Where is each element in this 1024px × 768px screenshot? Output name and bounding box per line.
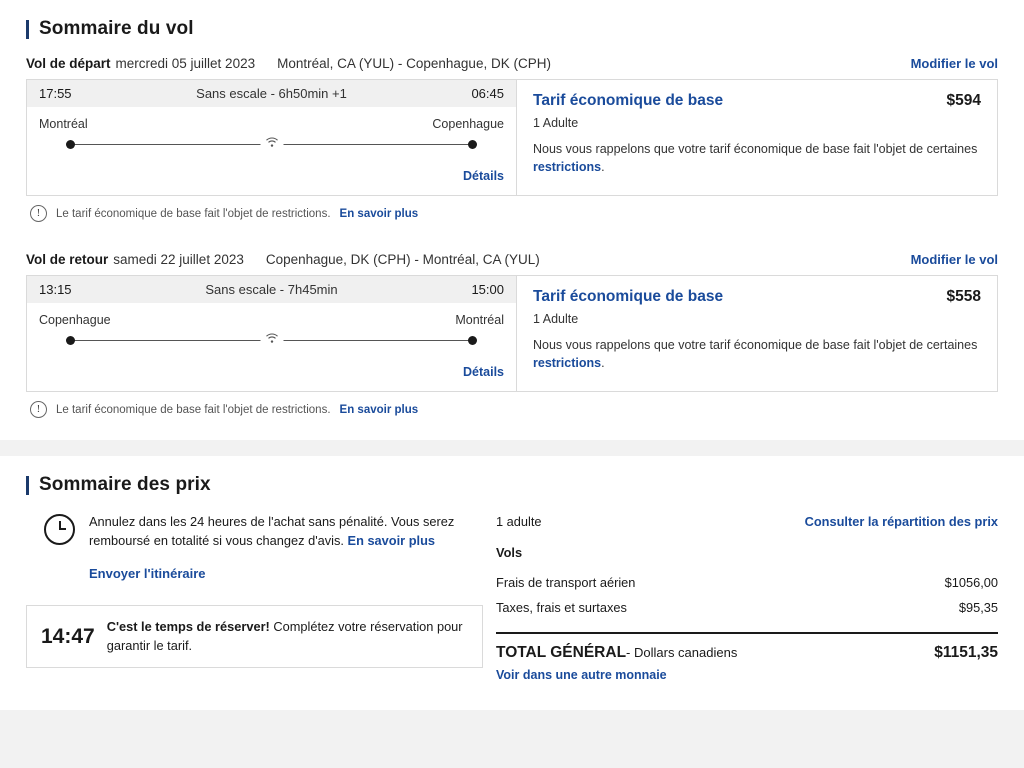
booking-timer-value: 14:47 bbox=[41, 624, 95, 648]
flight-duration: Sans escale - 6h50min +1 bbox=[196, 86, 347, 101]
fare-note-end: . bbox=[601, 356, 605, 371]
price-left-column bbox=[26, 512, 496, 684]
restrictions-link-outbound[interactable]: restrictions bbox=[533, 160, 602, 175]
origin-dot bbox=[66, 140, 75, 149]
send-itinerary-link[interactable]: Envoyer l'itinéraire bbox=[89, 566, 206, 582]
cancellation-text bbox=[89, 512, 470, 550]
flight-card-return bbox=[26, 275, 998, 392]
fare-note-outbound bbox=[533, 140, 981, 176]
price-total-divider bbox=[496, 632, 998, 634]
notice-text: Le tarif économique de base fait l'objet de restrictions. bbox=[56, 403, 331, 416]
fare-price-outbound: $594 bbox=[946, 92, 981, 109]
flight-path-graphic bbox=[27, 327, 516, 355]
fare-passengers-outbound: 1 Adulte bbox=[533, 116, 579, 130]
learn-more-link-outbound[interactable]: En savoir plus bbox=[339, 207, 419, 220]
total-label: TOTAL GÉNÉRAL bbox=[496, 644, 627, 661]
modify-flight-link-return[interactable]: Modifier le vol bbox=[910, 252, 998, 267]
cancellation-learn-more-link[interactable]: En savoir plus bbox=[347, 533, 436, 549]
fare-top-row bbox=[533, 288, 981, 306]
fare-top-row bbox=[533, 92, 981, 110]
cancellation-policy bbox=[26, 512, 470, 550]
heading-accent-bar bbox=[26, 20, 29, 39]
learn-more-link-return[interactable]: En savoir plus bbox=[339, 403, 419, 416]
details-link-return[interactable]: Détails bbox=[463, 365, 504, 379]
arrival-city: Montréal bbox=[455, 313, 504, 327]
price-summary-heading bbox=[26, 474, 998, 496]
fare-info-return bbox=[517, 276, 997, 391]
wifi-icon bbox=[260, 332, 283, 348]
arrival-time: 15:00 bbox=[471, 282, 504, 297]
fare-note-text: Nous vous rappelons que votre tarif économique de base fait l'objet de certaines bbox=[533, 338, 978, 352]
price-columns bbox=[26, 512, 998, 684]
flight-block-outbound bbox=[26, 56, 998, 222]
origin-dot bbox=[66, 336, 75, 345]
fare-restriction-notice-return bbox=[26, 401, 998, 418]
flight-times-row bbox=[27, 80, 516, 107]
price-line-label: Taxes, frais et surtaxes bbox=[496, 600, 627, 615]
flight-header-return bbox=[26, 252, 998, 267]
total-amount: $1151,35 bbox=[934, 644, 998, 661]
flight-cities-row bbox=[27, 303, 516, 327]
arrival-city: Copenhague bbox=[432, 117, 504, 131]
flight-times-row bbox=[27, 276, 516, 303]
flight-date: mercredi 05 juillet 2023 bbox=[115, 56, 256, 71]
cancellation-copy: Annulez dans les 24 heures de l'achat sans pénalité. Vous serez remboursé en totalité si vous changez d'avis. bbox=[89, 514, 455, 549]
arrival-time: 06:45 bbox=[471, 86, 504, 101]
flight-summary-heading bbox=[26, 18, 998, 40]
destination-dot bbox=[468, 140, 477, 149]
price-right-column bbox=[496, 512, 998, 684]
flight-date: samedi 22 juillet 2023 bbox=[113, 252, 244, 267]
price-group-title: Vols bbox=[496, 545, 523, 560]
flight-path-graphic bbox=[27, 131, 516, 159]
fare-passengers-return: 1 Adulte bbox=[533, 312, 579, 326]
fare-name-return[interactable]: Tarif économique de base bbox=[533, 288, 724, 305]
price-total-row bbox=[496, 644, 998, 662]
price-summary-panel bbox=[0, 456, 1024, 710]
flight-route: Montréal, CA (YUL) - Copenhague, DK (CPH) bbox=[277, 56, 551, 71]
flight-label: Vol de départ bbox=[26, 56, 111, 71]
price-line-amount: $1056,00 bbox=[944, 575, 998, 590]
fare-note-text: Nous vous rappelons que votre tarif économique de base fait l'objet de certaines bbox=[533, 142, 978, 156]
page-title: Sommaire du vol bbox=[39, 18, 194, 39]
fare-name-outbound[interactable]: Tarif économique de base bbox=[533, 92, 724, 109]
change-currency-link[interactable]: Voir dans une autre monnaie bbox=[496, 668, 667, 682]
notice-text: Le tarif économique de base fait l'objet de restrictions. bbox=[56, 207, 331, 220]
price-passengers: 1 adulte bbox=[496, 514, 542, 529]
price-breakdown-link[interactable]: Consulter la répartition des prix bbox=[804, 514, 998, 529]
flight-route: Copenhague, DK (CPH) - Montréal, CA (YUL) bbox=[265, 252, 540, 267]
total-currency-label: - Dollars canadiens bbox=[626, 645, 738, 660]
flight-details-row bbox=[27, 159, 516, 195]
booking-timer-box bbox=[26, 605, 483, 668]
departure-time: 17:55 bbox=[39, 86, 72, 101]
panel-divider bbox=[0, 440, 1024, 456]
booking-timer-text bbox=[107, 618, 468, 655]
price-summary-title: Sommaire des prix bbox=[39, 474, 211, 495]
departure-time: 13:15 bbox=[39, 282, 72, 297]
departure-city: Copenhague bbox=[39, 313, 111, 327]
price-line-amount: $95,35 bbox=[958, 600, 998, 615]
fare-note-return bbox=[533, 336, 981, 372]
departure-city: Montréal bbox=[39, 117, 88, 131]
flight-label: Vol de retour bbox=[26, 252, 109, 267]
fare-note-end: . bbox=[601, 160, 605, 175]
flight-details-row bbox=[27, 355, 516, 391]
modify-flight-link-outbound[interactable]: Modifier le vol bbox=[910, 56, 998, 71]
flight-header-outbound bbox=[26, 56, 998, 71]
flight-duration: Sans escale - 7h45min bbox=[205, 282, 338, 297]
flight-card-outbound bbox=[26, 79, 998, 196]
price-line-item bbox=[496, 570, 998, 595]
flight-block-return bbox=[26, 252, 998, 418]
price-header-row bbox=[496, 514, 998, 529]
fare-info-outbound bbox=[517, 80, 997, 195]
flight-cities-row bbox=[27, 107, 516, 131]
booking-timer-detail: Complétez votre réservation pour garantir le tarif. bbox=[106, 619, 463, 653]
wifi-icon bbox=[260, 136, 283, 152]
destination-dot bbox=[468, 336, 477, 345]
price-line-item bbox=[496, 595, 998, 620]
fare-restriction-notice-outbound bbox=[26, 205, 998, 222]
restrictions-link-return[interactable]: restrictions bbox=[533, 356, 602, 371]
flight-card-left bbox=[27, 276, 517, 391]
info-icon: ! bbox=[30, 205, 47, 222]
heading-accent-bar bbox=[26, 476, 29, 495]
fare-price-return: $558 bbox=[946, 288, 981, 305]
details-link-outbound[interactable]: Détails bbox=[463, 169, 504, 183]
info-icon: ! bbox=[30, 401, 47, 418]
booking-timer-headline: C'est le temps de réserver! bbox=[106, 619, 270, 635]
clock-icon bbox=[44, 514, 75, 545]
flight-card-left bbox=[27, 80, 517, 195]
price-line-label: Frais de transport aérien bbox=[496, 575, 636, 590]
